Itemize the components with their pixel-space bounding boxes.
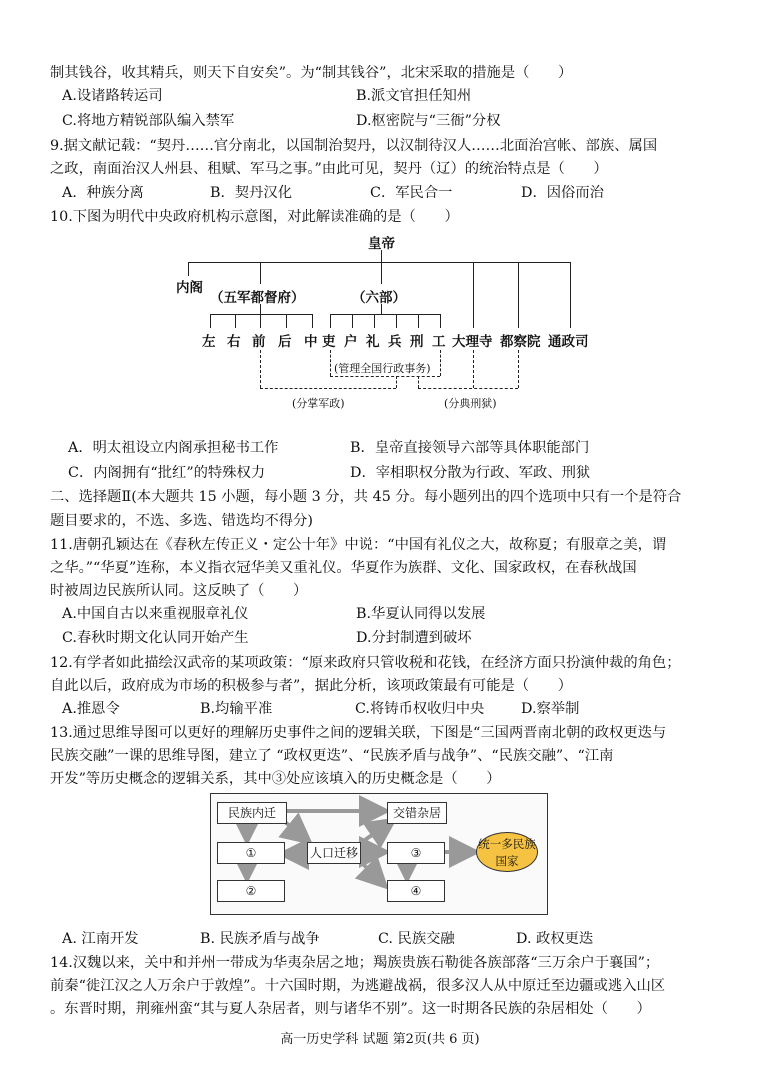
q11-option-d: D.分封制遭到破坏 bbox=[356, 630, 472, 646]
q11-option-a: A.中国自古以来重视服章礼仪 bbox=[62, 606, 249, 622]
q13-option-a: A. 江南开发 bbox=[62, 931, 139, 947]
wujun-qian: 前 bbox=[252, 334, 266, 350]
wujun-zuo: 左 bbox=[202, 334, 216, 350]
liubu-hu: 户 bbox=[344, 334, 358, 350]
q11-option-c: C.春秋时期文化认同开始产生 bbox=[62, 630, 249, 646]
q10-option-b: B．皇帝直接领导六部等具体职能部门 bbox=[350, 440, 590, 456]
note-admin: (管理全国行政事务) bbox=[334, 362, 431, 375]
note-justice: (分典刑狱) bbox=[444, 397, 497, 410]
q9-stem-2: 之政，南面治汉人州县、租赋、军马之事。”由此可见，契丹（辽）的统治特点是（ ） bbox=[50, 161, 608, 177]
q12-stem-1: 12.有学者如此描绘汉武帝的某项政策：“原来政府只管收税和花钱，在经济方面只扮演仲裁的角色； bbox=[50, 655, 681, 671]
q12-option-b: B.均输平准 bbox=[200, 701, 273, 717]
q10-option-a: A．明太祖设立内阁承担秘书工作 bbox=[68, 440, 279, 456]
q13-option-b: B. 民族矛盾与战争 bbox=[200, 931, 320, 947]
mind-migration: 民族内迁 bbox=[217, 802, 287, 824]
org-wujun: （五军都督府） bbox=[210, 290, 305, 306]
liubu-gong: 工 bbox=[432, 334, 446, 350]
q14-stem-1: 14.汉魏以来，关中和并州一带成为华夷杂居之地；羯族贵族石勒徙各族部落“三万余户于襄国”； bbox=[50, 955, 660, 971]
q12-option-d: D.察举制 bbox=[521, 701, 580, 717]
q10-stem: 10.下图为明代中央政府机构示意图，对此解读准确的是（ ） bbox=[50, 209, 459, 225]
org-neige: 内阁 bbox=[176, 280, 203, 296]
wujun-hou: 后 bbox=[278, 334, 292, 350]
wujun-you: 右 bbox=[227, 334, 241, 350]
liubu-li-personnel: 吏 bbox=[322, 334, 336, 350]
q13-option-d: D. 政权更迭 bbox=[516, 931, 594, 947]
q8-option-d: D.枢密院与“三衙”分权 bbox=[356, 113, 501, 129]
org-liubu: （六部） bbox=[352, 290, 406, 306]
q11-option-b: B.华夏认同得以发展 bbox=[356, 606, 486, 622]
mind-box-4: ④ bbox=[387, 880, 445, 902]
page-footer: 高一历史学科 试题 第2页(共 6 页) bbox=[280, 1032, 480, 1047]
q11-stem-2: 之华。”“华夏”连称，本义指衣冠华美又重礼仪。华夏作为族群、文化、国家政权，在春秋战国 bbox=[50, 560, 637, 576]
q9-stem-1: 9.据文献记载：“契丹……官分南北，以国制治契丹，以汉制待汉人……北面治宫帐、部族、属国 bbox=[50, 138, 658, 154]
mind-mixing: 交错杂居 bbox=[387, 802, 447, 824]
q13-stem-1: 13.通过思维导图可以更好的理解历史事件之间的逻辑关联，下图是“三国两晋南北朝的政权更迭与 bbox=[50, 725, 667, 741]
section-2-heading-2: 题目要求的，不选、多选、错选均不得分) bbox=[50, 513, 313, 529]
mind-box-3: ③ bbox=[387, 842, 445, 864]
ming-org-chart bbox=[170, 232, 600, 422]
q9-option-a: A．种族分离 bbox=[62, 185, 144, 201]
liubu-bing: 兵 bbox=[388, 334, 402, 350]
mind-result: 统一多民族国家 bbox=[476, 832, 538, 872]
q12-stem-2: 自此以后，政府成为市场的积极参与者”，据此分析，该项政策最有可能是（ ） bbox=[50, 678, 572, 694]
q9-option-d: D．因俗而治 bbox=[521, 185, 604, 201]
q10-option-d: D．宰相职权分散为行政、军政、刑狱 bbox=[350, 465, 591, 481]
org-emperor: 皇帝 bbox=[368, 236, 395, 252]
liubu-xing: 刑 bbox=[410, 334, 424, 350]
note-military: (分掌军政) bbox=[292, 397, 345, 410]
liubu-li-rites: 礼 bbox=[366, 334, 380, 350]
q9-option-b: B．契丹汉化 bbox=[210, 185, 292, 201]
mind-map bbox=[210, 793, 548, 915]
q13-option-c: C. 民族交融 bbox=[378, 931, 455, 947]
org-duchayuan: 都察院 bbox=[500, 334, 541, 350]
q10-option-c: C．内阁拥有“批红”的特殊权力 bbox=[68, 465, 266, 481]
org-dalisi: 大理寺 bbox=[452, 334, 493, 350]
wujun-zhong: 中 bbox=[304, 334, 318, 350]
q9-option-c: C．军民合一 bbox=[370, 185, 453, 201]
q13-stem-2: 民族交融”一课的思维导图，建立了 “政权更迭”、“民族矛盾与战争”、“民族交融”、“江南 bbox=[50, 748, 614, 764]
q8-option-a: A.设诸路转运司 bbox=[62, 88, 163, 104]
q13-stem-3: 开发”等历史概念的逻辑关系，其中③处应该填入的历史概念是（ ） bbox=[50, 771, 501, 787]
q11-stem-3: 时被周边民族所认同。这反映了（ ） bbox=[50, 583, 308, 599]
mind-box-1: ① bbox=[217, 842, 285, 864]
mind-box-2: ② bbox=[217, 880, 285, 902]
q14-stem-2: 前秦“徙江汉之人万余户于敦煌”。十六国时期，为逃避战祸，很多汉人从中原迁至边疆或逃入山区 bbox=[50, 978, 666, 994]
org-tongzhengsi: 通政司 bbox=[548, 334, 589, 350]
q11-stem-1: 11.唐朝孔颖达在《春秋左传正义・定公十年》中说：“中国有礼仪之大，故称夏；有服章之美，谓 bbox=[50, 537, 667, 553]
q8-option-b: B.派文官担任知州 bbox=[356, 88, 472, 104]
section-2-heading-1: 二、选择题Ⅱ(本大题共 15 小题，每小题 3 分，共 45 分。每小题列出的四个选项中只有一个是符合 bbox=[50, 489, 682, 505]
mind-center: 人口迁移 bbox=[307, 842, 361, 864]
q14-stem-3: 。东晋时期，荆雍州蛮“其与夏人杂居者，则与诸华不别”。这一时期各民族的杂居相处（ ） bbox=[50, 1001, 651, 1017]
q8-stem-tail: 制其钱谷，收其精兵，则天下自安矣”。为“制其钱谷”，北宋采取的措施是（ ） bbox=[50, 65, 573, 81]
q12-option-a: A.推恩令 bbox=[62, 701, 120, 717]
q12-option-c: C.将铸币权收归中央 bbox=[355, 701, 485, 717]
q8-option-c: C.将地方精锐部队编入禁军 bbox=[62, 113, 235, 129]
